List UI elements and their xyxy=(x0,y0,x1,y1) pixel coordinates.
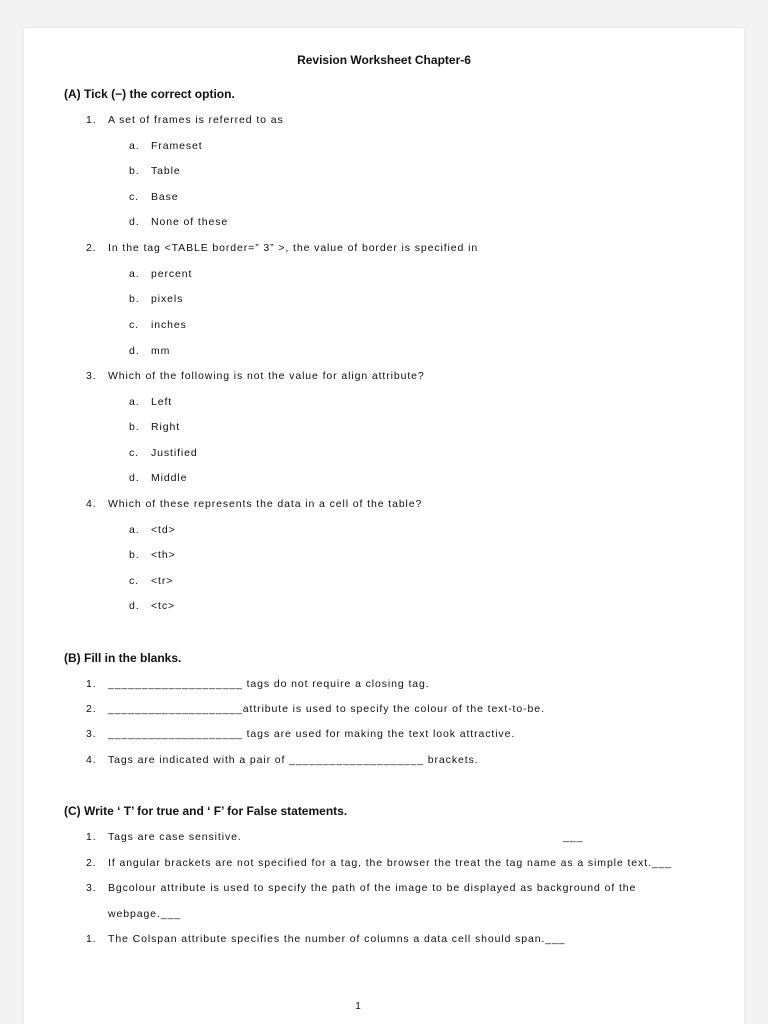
option-text: Frameset xyxy=(151,140,203,152)
option-letter: b. xyxy=(129,165,140,177)
option-letter: a. xyxy=(129,396,140,408)
question-text: Which of these represents the data in a cell of the table? xyxy=(108,498,423,510)
blank-item-text: ____________________ tags are used for making the text look attractive. xyxy=(108,728,516,740)
option-letter: b. xyxy=(129,293,140,305)
option-text: Left xyxy=(151,396,173,408)
statement-text: Bgcolour attribute is used to specify the path of the image to be displayed as background of the xyxy=(108,882,637,894)
option-letter: d. xyxy=(129,472,140,484)
option-text: Table xyxy=(151,165,181,177)
question-text: A set of frames is referred to as xyxy=(108,114,284,126)
statement-number: 3. xyxy=(86,882,97,894)
statement-number: 2. xyxy=(86,857,97,869)
blank-item-text: Tags are indicated with a pair of ____________________ brackets. xyxy=(108,754,479,766)
option-text: pixels xyxy=(151,293,184,305)
option-text: Right xyxy=(151,421,181,433)
option-text: percent xyxy=(151,268,193,280)
option-letter: c. xyxy=(129,447,139,459)
option-text: Justified xyxy=(151,447,198,459)
section-c-heading: (C) Write ‘ T’ for true and ‘ F’ for False statements. xyxy=(64,804,348,818)
question-number: 1. xyxy=(86,114,97,126)
blank-item-number: 1. xyxy=(86,678,97,690)
section-b-heading: (B) Fill in the blanks. xyxy=(64,651,182,665)
question-number: 4. xyxy=(86,498,97,510)
option-text: <td> xyxy=(151,524,176,536)
question-text: In the tag <TABLE border=” 3” >, the value of border is specified in xyxy=(108,242,479,254)
blank-item-text: ____________________ tags do not require a closing tag. xyxy=(108,678,430,690)
option-letter: a. xyxy=(129,268,140,280)
statement-text: Tags are case sensitive. xyxy=(108,831,242,843)
blank-item-number: 4. xyxy=(86,754,97,766)
option-text: <tr> xyxy=(151,575,174,587)
option-text: Middle xyxy=(151,472,188,484)
question-text: Which of the following is not the value for align attribute? xyxy=(108,370,425,382)
section-a-heading: (A) Tick (−) the correct option. xyxy=(64,87,235,101)
option-letter: a. xyxy=(129,524,140,536)
question-number: 3. xyxy=(86,370,97,382)
statement-continuation: webpage.___ xyxy=(108,908,181,920)
option-letter: a. xyxy=(129,140,140,152)
blank-item-number: 2. xyxy=(86,703,97,715)
option-letter: c. xyxy=(129,575,139,587)
option-letter: c. xyxy=(129,319,139,331)
blank-item-text: ____________________attribute is used to specify the colour of the text-to-be. xyxy=(108,703,545,715)
option-text: None of these xyxy=(151,216,229,228)
option-letter: d. xyxy=(129,345,140,357)
statement-number: 1. xyxy=(86,933,97,945)
option-letter: d. xyxy=(129,216,140,228)
statement-text: If angular brackets are not specified for a tag, the browser the treat the tag name as a simple text.___ xyxy=(108,857,673,869)
option-text: <th> xyxy=(151,549,176,561)
statement-number: 1. xyxy=(86,831,97,843)
page-number: 1 xyxy=(355,1001,361,1012)
option-text: mm xyxy=(151,345,171,357)
option-text: inches xyxy=(151,319,187,331)
statement-text: The Colspan attribute specifies the number of columns a data cell should span.___ xyxy=(108,933,566,945)
question-number: 2. xyxy=(86,242,97,254)
option-letter: b. xyxy=(129,549,140,561)
option-text: <tc> xyxy=(151,600,176,612)
blank-item-number: 3. xyxy=(86,728,97,740)
option-letter: b. xyxy=(129,421,140,433)
option-text: Base xyxy=(151,191,179,203)
option-letter: d. xyxy=(129,600,140,612)
answer-blank: ___ xyxy=(563,831,584,843)
page-title: Revision Worksheet Chapter-6 xyxy=(297,53,471,67)
option-letter: c. xyxy=(129,191,139,203)
